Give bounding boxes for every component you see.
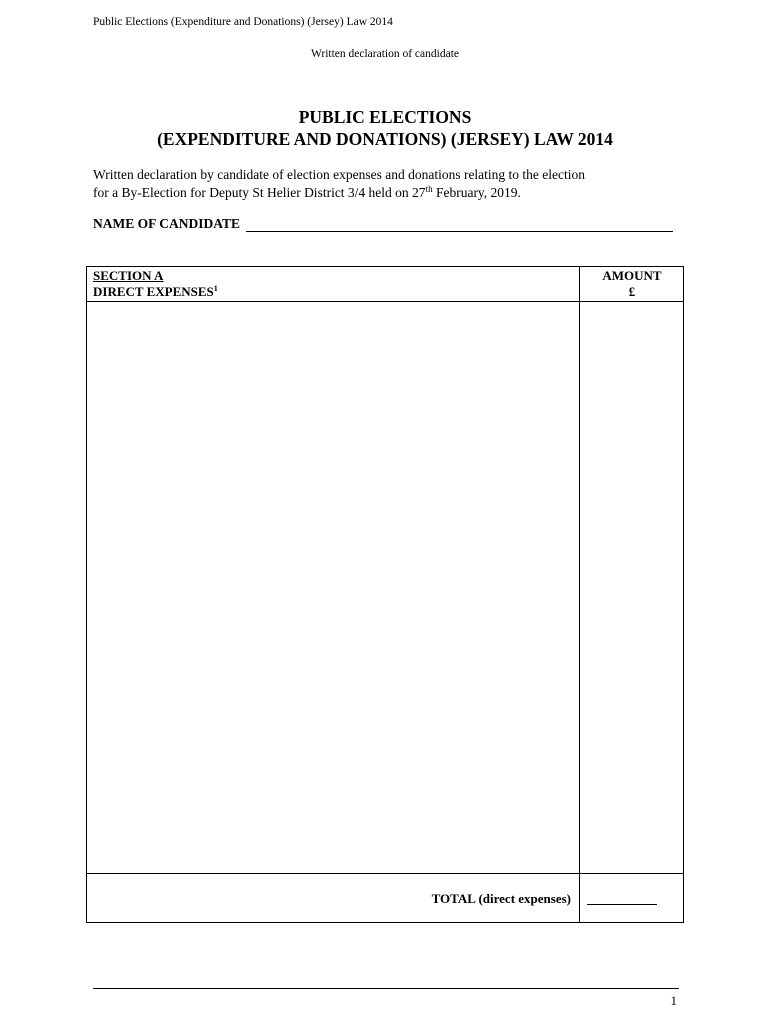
section-title: SECTION A — [93, 268, 164, 283]
total-label: TOTAL (direct expenses) — [431, 891, 571, 906]
candidate-name-label: NAME OF CANDIDATE — [93, 216, 240, 231]
section-subtitle: DIRECT EXPENSES — [93, 284, 214, 299]
page-number: 1 — [670, 993, 677, 1008]
column-divider — [579, 267, 580, 922]
total-row-divider — [87, 873, 683, 874]
intro-line-2-text: for a By-Election for Deputy St Helier District 3/4 held on 27 — [93, 185, 426, 200]
section-subtitle-row — [93, 284, 218, 300]
intro-line-2-end: February, 2019. — [432, 185, 521, 200]
amount-label: AMOUNT — [602, 268, 662, 283]
running-header: Public Elections (Expenditure and Donations) (Jersey) Law 2014 — [93, 16, 393, 28]
candidate-name-field[interactable] — [246, 217, 673, 232]
direct-expenses-table — [86, 266, 684, 923]
amount-column-header — [580, 268, 684, 300]
header-row-divider — [87, 301, 683, 302]
currency-symbol: £ — [628, 284, 636, 299]
intro-paragraph — [93, 166, 693, 202]
footnote-marker: 1 — [213, 284, 218, 293]
title-line-2: (EXPENDITURE AND DONATIONS) (JERSEY) LAW 2014 — [157, 129, 613, 149]
title-line-1: PUBLIC ELECTIONS — [298, 107, 472, 127]
footer-rule — [93, 988, 679, 989]
intro-line-2 — [93, 184, 693, 202]
document-subtitle: Written declaration of candidate — [310, 48, 459, 60]
ordinal-suffix: th — [425, 184, 433, 194]
intro-line-1: Written declaration by candidate of election expenses and donations relating to the election — [93, 167, 586, 182]
total-amount-field[interactable] — [587, 904, 657, 905]
document-title — [0, 106, 770, 150]
section-header — [93, 268, 218, 300]
candidate-name-row — [93, 216, 673, 232]
